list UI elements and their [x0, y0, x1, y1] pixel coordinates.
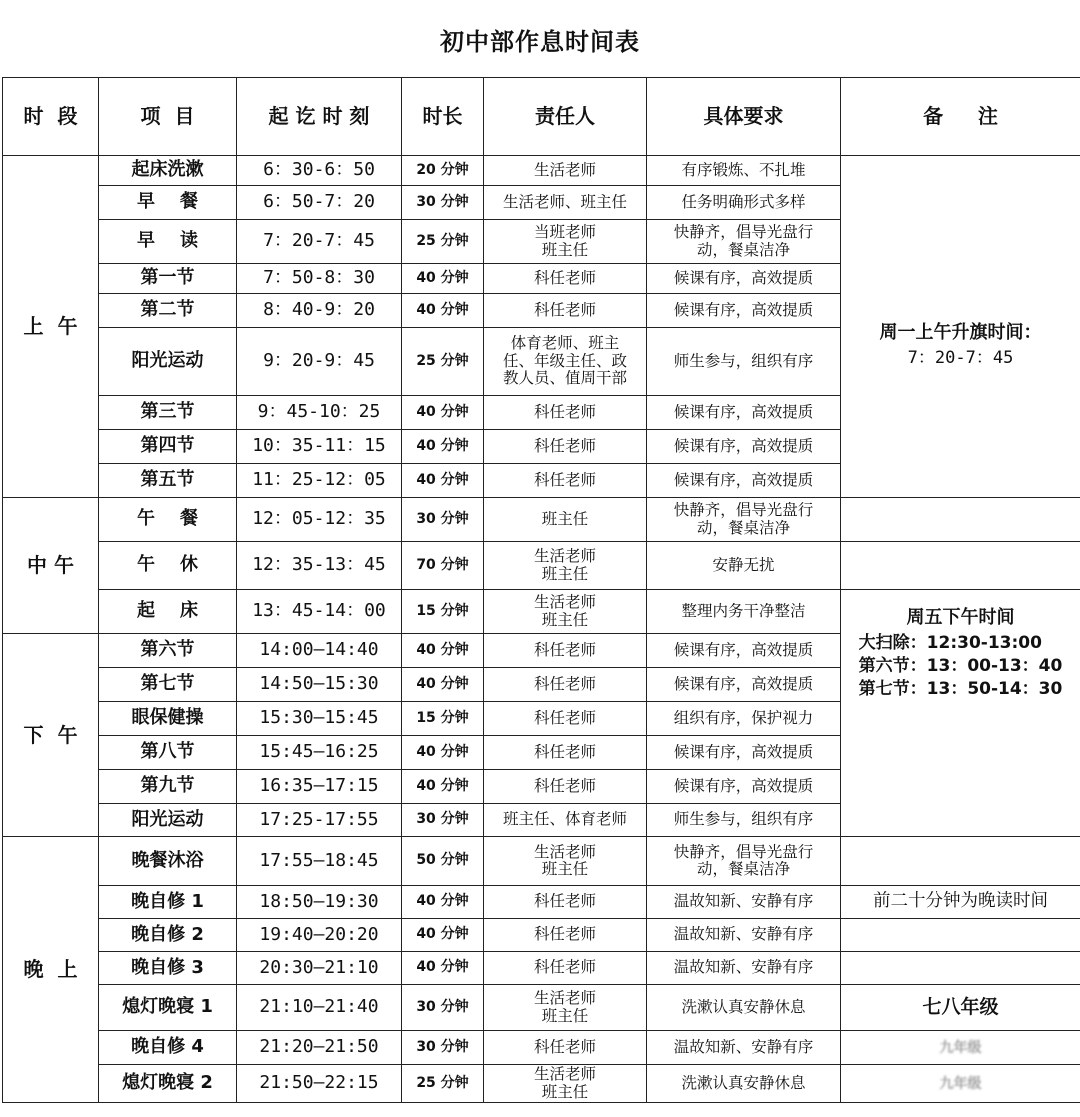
person-cell: 科任老师 — [484, 264, 647, 294]
requirement-cell: 温故知新、安静有序 — [647, 1031, 841, 1065]
item-cell: 第八节 — [99, 736, 237, 770]
duration-cell: 70 分钟 — [402, 542, 484, 590]
note-empty-cell — [841, 952, 1080, 985]
duration-cell: 40 分钟 — [402, 919, 484, 952]
note-empty-cell — [841, 919, 1080, 952]
note-friday-afternoon — [841, 590, 1080, 837]
duration-cell: 15 分钟 — [402, 702, 484, 736]
requirement-cell: 候课有序，高效提质 — [647, 668, 841, 702]
person-cell: 班主任 — [484, 498, 647, 542]
person-cell: 科任老师 — [484, 952, 647, 985]
person-cell: 生活老师 班主任 — [484, 590, 647, 634]
requirement-cell: 快静齐，倡导光盘行 动，餐桌洁净 — [647, 837, 841, 886]
requirement-cell: 师生参与，组织有序 — [647, 804, 841, 837]
table-row — [3, 590, 1080, 634]
time-cell: 8：40-9：20 — [237, 294, 402, 328]
page-title: 初中部作息时间表 — [440, 28, 640, 56]
time-cell: 21:10—21:40 — [237, 985, 402, 1031]
table-row — [3, 156, 1080, 186]
duration-cell: 40 分钟 — [402, 668, 484, 702]
person-cell: 科任老师 — [484, 464, 647, 498]
person-cell: 科任老师 — [484, 919, 647, 952]
item-cell: 晚自修 4 — [99, 1031, 237, 1065]
requirement-cell: 候课有序，高效提质 — [647, 464, 841, 498]
time-cell: 9：20-9：45 — [237, 328, 402, 396]
duration-cell: 15 分钟 — [402, 590, 484, 634]
note-monday-flag — [841, 156, 1080, 498]
schedule-table — [2, 77, 1080, 1103]
table-row — [3, 1065, 1080, 1103]
time-cell: 13：45-14：00 — [237, 590, 402, 634]
time-cell: 20:30—21:10 — [237, 952, 402, 985]
time-cell: 6：50-7：20 — [237, 186, 402, 220]
note-monday-title: 周一上午升旗时间： — [879, 321, 1042, 343]
person-cell: 当班老师 班主任 — [484, 220, 647, 264]
time-cell: 6：30-6：50 — [237, 156, 402, 186]
duration-cell: 30 分钟 — [402, 186, 484, 220]
item-cell: 起 床 — [99, 590, 237, 634]
table-row — [3, 985, 1080, 1031]
header-notes: 备 注 — [841, 78, 1080, 156]
item-cell: 晚自修 2 — [99, 919, 237, 952]
table-row — [3, 542, 1080, 590]
requirement-cell: 师生参与，组织有序 — [647, 328, 841, 396]
person-cell: 科任老师 — [484, 668, 647, 702]
duration-cell: 20 分钟 — [402, 156, 484, 186]
time-cell: 16:35—17:15 — [237, 770, 402, 804]
table-row — [3, 1031, 1080, 1065]
time-cell: 14:00—14:40 — [237, 634, 402, 668]
note-monday-time: 7：20-7：45 — [907, 348, 1014, 369]
requirement-cell: 任务明确形式多样 — [647, 186, 841, 220]
time-cell: 11：25-12：05 — [237, 464, 402, 498]
time-cell: 7：50-8：30 — [237, 264, 402, 294]
requirement-cell: 温故知新、安静有序 — [647, 919, 841, 952]
person-cell: 班主任、体育老师 — [484, 804, 647, 837]
time-cell: 15:45—16:25 — [237, 736, 402, 770]
duration-cell: 30 分钟 — [402, 985, 484, 1031]
duration-cell: 40 分钟 — [402, 770, 484, 804]
note-empty-cell — [841, 498, 1080, 542]
note-friday-title: 周五下午时间 — [906, 607, 1015, 628]
item-cell: 第四节 — [99, 430, 237, 464]
note-blurred-text — [841, 1065, 1080, 1103]
period-cell-afternoon: 下 午 — [3, 634, 99, 837]
requirement-cell: 整理内务干净整洁 — [647, 590, 841, 634]
note-empty-cell — [841, 837, 1080, 886]
duration-cell: 25 分钟 — [402, 220, 484, 264]
duration-cell: 40 分钟 — [402, 464, 484, 498]
header-person: 责任人 — [484, 78, 647, 156]
blurred-label: 九年级 — [939, 1039, 982, 1056]
item-cell: 第三节 — [99, 396, 237, 430]
note-grade-78: 七八年级 — [841, 985, 1080, 1031]
duration-cell: 25 分钟 — [402, 1065, 484, 1103]
item-cell: 第五节 — [99, 464, 237, 498]
note-blurred-text — [841, 1031, 1080, 1065]
requirement-cell: 安静无扰 — [647, 542, 841, 590]
item-cell: 第六节 — [99, 634, 237, 668]
person-cell: 生活老师 班主任 — [484, 985, 647, 1031]
time-cell: 12：35-13：45 — [237, 542, 402, 590]
requirement-cell: 候课有序，高效提质 — [647, 770, 841, 804]
table-row — [3, 952, 1080, 985]
note-friday-line: 第七节：13：50-14：30 — [858, 679, 1063, 700]
duration-cell: 30 分钟 — [402, 804, 484, 837]
item-cell: 起床洗漱 — [99, 156, 237, 186]
header-time: 起 讫 时 刻 — [237, 78, 402, 156]
header-item: 项 目 — [99, 78, 237, 156]
person-cell: 生活老师 班主任 — [484, 837, 647, 886]
table-row — [3, 498, 1080, 542]
time-cell: 17:55—18:45 — [237, 837, 402, 886]
note-evening-read: 前二十分钟为晚读时间 — [841, 886, 1080, 919]
item-cell: 阳光运动 — [99, 804, 237, 837]
requirement-cell: 组织有序，保护视力 — [647, 702, 841, 736]
time-cell: 17:25-17:55 — [237, 804, 402, 837]
note-empty-cell — [841, 542, 1080, 590]
requirement-cell: 快静齐，倡导光盘行 动，餐桌洁净 — [647, 498, 841, 542]
duration-cell: 40 分钟 — [402, 264, 484, 294]
period-cell-noon: 中 午 — [3, 498, 99, 634]
person-cell: 科任老师 — [484, 702, 647, 736]
blurred-label: 九年级 — [939, 1075, 982, 1092]
person-cell: 体育老师、班主 任、年级主任、政 教人员、值周干部 — [484, 328, 647, 396]
duration-cell: 40 分钟 — [402, 634, 484, 668]
person-cell: 科任老师 — [484, 396, 647, 430]
duration-cell: 25 分钟 — [402, 328, 484, 396]
time-cell: 15:30—15:45 — [237, 702, 402, 736]
item-cell: 眼保健操 — [99, 702, 237, 736]
requirement-cell: 候课有序，高效提质 — [647, 294, 841, 328]
requirement-cell: 候课有序，高效提质 — [647, 264, 841, 294]
duration-cell: 40 分钟 — [402, 736, 484, 770]
requirement-cell: 温故知新、安静有序 — [647, 952, 841, 985]
duration-cell: 40 分钟 — [402, 430, 484, 464]
time-cell: 9：45-10：25 — [237, 396, 402, 430]
item-cell: 熄灯晚寝 2 — [99, 1065, 237, 1103]
person-cell: 科任老师 — [484, 886, 647, 919]
header-row — [3, 78, 1080, 156]
note-friday-line: 第六节：13：00-13：40 — [858, 656, 1063, 677]
person-cell: 生活老师、班主任 — [484, 186, 647, 220]
item-cell: 午 休 — [99, 542, 237, 590]
requirement-cell: 候课有序，高效提质 — [647, 396, 841, 430]
table-row — [3, 837, 1080, 886]
time-cell: 18:50—19:30 — [237, 886, 402, 919]
period-cell-morning: 上 午 — [3, 156, 99, 498]
duration-cell: 40 分钟 — [402, 952, 484, 985]
item-cell: 第二节 — [99, 294, 237, 328]
requirement-cell: 快静齐，倡导光盘行 动，餐桌洁净 — [647, 220, 841, 264]
person-cell: 科任老师 — [484, 1031, 647, 1065]
table-row — [3, 919, 1080, 952]
table-row — [3, 886, 1080, 919]
item-cell: 第一节 — [99, 264, 237, 294]
note-friday-line: 大扫除：12:30-13:00 — [858, 633, 1042, 654]
period-cell-evening: 晚 上 — [3, 837, 99, 1103]
person-cell: 科任老师 — [484, 430, 647, 464]
person-cell: 科任老师 — [484, 736, 647, 770]
item-cell: 阳光运动 — [99, 328, 237, 396]
time-cell: 21:50—22:15 — [237, 1065, 402, 1103]
time-cell: 7：20-7：45 — [237, 220, 402, 264]
header-period: 时 段 — [3, 78, 99, 156]
person-cell: 生活老师 — [484, 156, 647, 186]
duration-cell: 40 分钟 — [402, 396, 484, 430]
duration-cell: 30 分钟 — [402, 1031, 484, 1065]
item-cell: 晚自修 3 — [99, 952, 237, 985]
time-cell: 10：35-11：15 — [237, 430, 402, 464]
requirement-cell: 温故知新、安静有序 — [647, 886, 841, 919]
person-cell: 科任老师 — [484, 770, 647, 804]
item-cell: 晚自修 1 — [99, 886, 237, 919]
requirement-cell: 洗漱认真安静休息 — [647, 1065, 841, 1103]
item-cell: 早 读 — [99, 220, 237, 264]
item-cell: 早 餐 — [99, 186, 237, 220]
requirement-cell: 有序锻炼、不扎堆 — [647, 156, 841, 186]
header-duration: 时长 — [402, 78, 484, 156]
duration-cell: 40 分钟 — [402, 294, 484, 328]
person-cell: 科任老师 — [484, 634, 647, 668]
header-requirement: 具体要求 — [647, 78, 841, 156]
requirement-cell: 候课有序，高效提质 — [647, 430, 841, 464]
requirement-cell: 候课有序，高效提质 — [647, 634, 841, 668]
item-cell: 第七节 — [99, 668, 237, 702]
item-cell: 熄灯晚寝 1 — [99, 985, 237, 1031]
item-cell: 晚餐沐浴 — [99, 837, 237, 886]
item-cell: 午 餐 — [99, 498, 237, 542]
requirement-cell: 候课有序，高效提质 — [647, 736, 841, 770]
requirement-cell: 洗漱认真安静休息 — [647, 985, 841, 1031]
item-cell: 第九节 — [99, 770, 237, 804]
duration-cell: 50 分钟 — [402, 837, 484, 886]
time-cell: 12：05-12：35 — [237, 498, 402, 542]
duration-cell: 30 分钟 — [402, 498, 484, 542]
person-cell: 生活老师 班主任 — [484, 542, 647, 590]
time-cell: 21:20—21:50 — [237, 1031, 402, 1065]
person-cell: 科任老师 — [484, 294, 647, 328]
time-cell: 14:50—15:30 — [237, 668, 402, 702]
duration-cell: 40 分钟 — [402, 886, 484, 919]
note-friday-lines — [859, 632, 1063, 701]
time-cell: 19:40—20:20 — [237, 919, 402, 952]
person-cell: 生活老师 班主任 — [484, 1065, 647, 1103]
